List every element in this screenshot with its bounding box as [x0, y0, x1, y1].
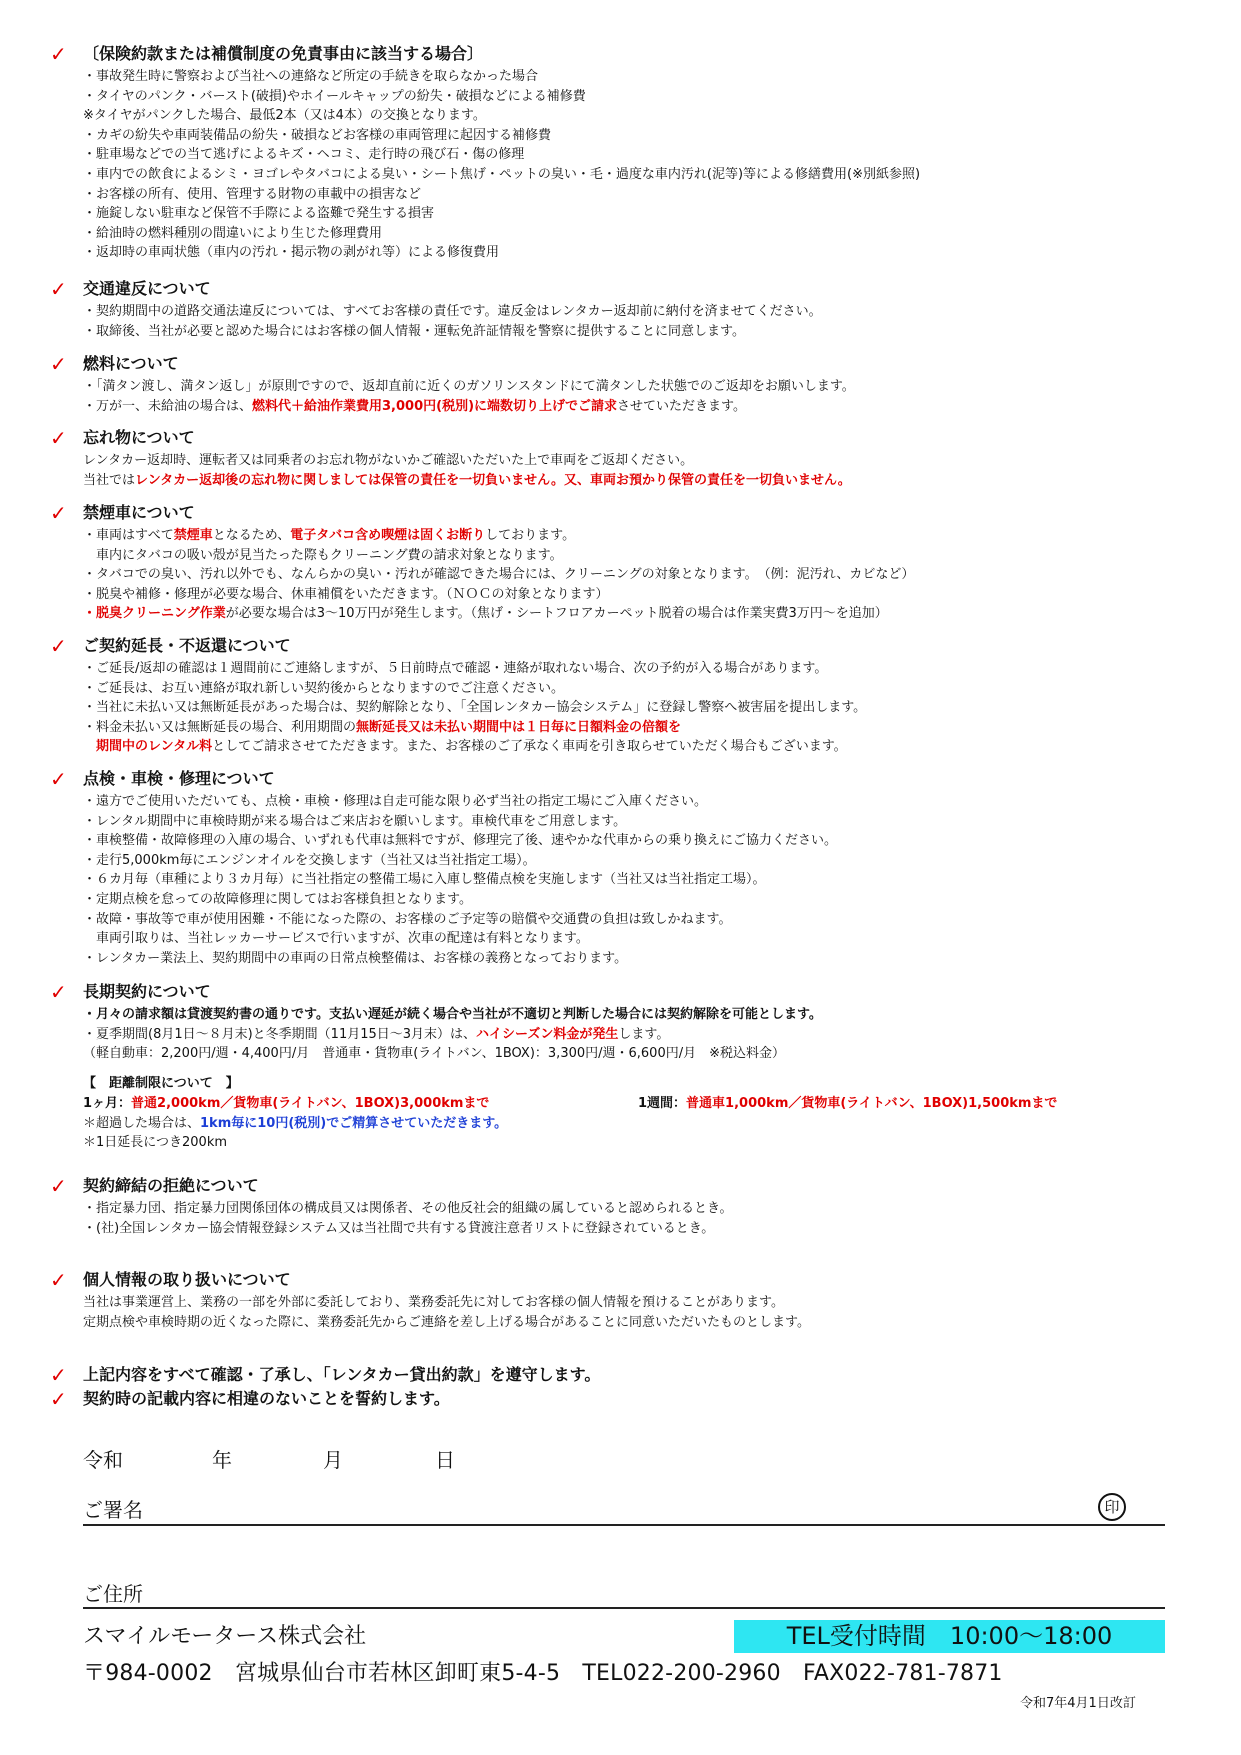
text-line: ・カギの紛失や車両装備品の紛失・破損などお客様の車両管理に起因する補修費 — [83, 127, 552, 143]
check-icon: ✓ — [50, 426, 67, 450]
text-line: ＊超過した場合は、1km毎に10円(税別)でご精算させていただきます。 — [83, 1115, 508, 1131]
confirmation — [50, 1364, 1180, 1412]
company-name: スマイルモータース株式会社 — [83, 1624, 367, 1649]
check-icon: ✓ — [50, 42, 67, 66]
confirm-line: 契約時の記載内容に相違のないことを誓約します。 — [83, 1389, 450, 1408]
text-line: ・夏季期間(8月1日～８月末)と冬季期間（11月15日～3月末）は、ハイシーズン料金が発生します。 — [83, 1026, 670, 1042]
text-line: 当社ではレンタカー返却後の忘れ物に関しましては保管の責任を一切負いません。又、車両お預かり保管の責任を一切負いません。 — [83, 472, 851, 488]
text-line: ・ご延長は、お互い連絡が取れ新しい契約後からとなりますのでご注意ください。 — [83, 680, 565, 696]
section-title: 燃料について — [83, 354, 179, 373]
text-line: 定期点検や車検時期の近くなった際に、業務委託先からご連絡を差し上げる場合があることに同意いただいたものとします。 — [83, 1314, 810, 1330]
text-line: ・車両はすべて禁煙車となるため、電子タバコ含め喫煙は固くお断りしております。 — [83, 528, 576, 543]
check-icon: ✓ — [50, 634, 67, 658]
text-line: ・定期点検を怠っての故障修理に関してはお客様負担となります。 — [83, 891, 472, 907]
text-line: ・給油時の燃料種別の間違いにより生じた修理費用 — [83, 225, 383, 241]
text-line: ※タイヤがパンクした場合、最低2本（又は4本）の交換となります。 — [83, 108, 486, 124]
section-extension — [50, 635, 1180, 757]
text-line: ・(社)全国レンタカー協会情報登録システム又は当社間で共有する貸渡注意者リストに登録されているとき。 — [83, 1220, 715, 1236]
text-line: 車両引取りは、当社レッカーサービスで行いますが、次車の配達は有料となります。 — [83, 931, 589, 947]
text-line: レンタカー返却時、運転者又は同乗者のお忘れ物がないかご確認いただいた上で車両をご返却ください。 — [83, 453, 694, 468]
check-icon: ✓ — [50, 501, 67, 525]
check-icon: ✓ — [50, 352, 67, 376]
text-line: ・万が一、未給油の場合は、燃料代＋給油作業費用3,000円(税別)に端数切り上げでご請求させていただきます。 — [83, 398, 746, 414]
text-line: 車内にタバコの吸い殻が見当たった際もクリーニング費の請求対象となります。 — [83, 547, 563, 563]
text-line: ・遠方でご使用いただいても、点検・車検・修理は自走可能な限り必ず当社の指定工場にご入庫ください。 — [83, 794, 708, 809]
check-icon: ✓ — [50, 1268, 67, 1292]
text-line: 当社は事業運営上、業務の一部を外部に委託しており、業務委託先に対してお客様の個人情報を預けることがあります。 — [83, 1295, 784, 1310]
text-line: ・車内での飲食によるシミ・ヨゴレやタバコによる臭い・シート焦げ・ペットの臭い・毛・過度な車内汚れ(泥等)等による修繕費用(※別紙参照) — [83, 166, 921, 182]
section-title: 〔保険約款または補償制度の免責事由に該当する場合〕 — [83, 44, 484, 63]
text-line: ・施錠しない駐車など保管不手際による盗難で発生する損害 — [83, 206, 435, 222]
check-icon: ✓ — [50, 277, 67, 301]
text-line: ・お客様の所有、使用、管理する財物の車載中の損害など — [83, 186, 422, 202]
text-line: ＊1日延長につき200km — [83, 1135, 228, 1151]
text-line: ・故障・事故等で車が使用困難・不能になった際の、お客様のご予定等の賠償や交通費の負担は致しかねます。 — [83, 911, 732, 927]
section-refusal — [50, 1175, 1180, 1238]
section-inspection — [50, 768, 1180, 968]
text-line: ・走行5,000km毎にエンジンオイルを交換します（当社又は当社指定工場）。 — [83, 852, 536, 868]
text-line: 期間中のレンタル料としてご請求させてただきます。また、お客様のご了承なく車両を引き取らせていただく場合もございます。 — [83, 739, 847, 755]
text-line: ・車検整備・故障修理の入庫の場合、いずれも代車は無料ですが、修理完了後、速やかな代車からの乗り換えにご協力ください。 — [83, 833, 838, 849]
address-line — [83, 1607, 1165, 1609]
text-line: ・レンタル期間中に車検時期が来る場合はご来店おを願いします。車検代車をご用意します。 — [83, 813, 627, 829]
text-line: ・タバコでの臭い、汚れ以外でも、なんらかの臭い・汚れが確認できた場合には、クリーニングの対象となります。 （例：泥汚れ、カビなど） — [83, 567, 915, 583]
text-line: ・指定暴力団、指定暴力団関係団体の構成員又は関係者、その他反社会的組織の属していると認められるとき。 — [83, 1201, 733, 1216]
section-title: 禁煙車について — [83, 503, 195, 522]
text-line: ・返却時の車両状態（車内の汚れ・掲示物の剥がれ等）による修復費用 — [83, 245, 500, 261]
text-line: ・取締後、当社が必要と認めた場合にはお客様の個人情報・運転免許証情報を警察に提供することに同意します。 — [83, 323, 745, 339]
text-line: ・レンタカー業法上、契約期間中の車両の日常点検整備は、お客様の義務となっております。 — [83, 950, 628, 966]
month-label: 月 — [323, 1448, 343, 1472]
section-fuel — [50, 353, 1180, 416]
address-label: ご住所 — [83, 1582, 143, 1606]
section-title: 契約締結の拒絶について — [83, 1176, 259, 1195]
text-line: （軽自動車：2,200円/週・4,400円/月 普通車・貨物車(ライトバン、1BOX)：3,300円/週・6,600円/月 ※税込料金） — [83, 1046, 785, 1062]
text-line: ・脱臭や補修・修理が必要な場合、休車補償をいただきます。（ＮＯＣの対象となります） — [83, 586, 609, 602]
section-title: 長期契約について — [83, 982, 211, 1001]
text-line: ・駐車場などでの当て逃げによるキズ・ヘコミ、走行時の飛び石・傷の修理 — [83, 147, 525, 163]
seal-icon: 印 — [1098, 1493, 1126, 1521]
section-title: 点検・車検・修理について — [83, 769, 275, 788]
distance-limit-label: 【 距離制限について 】 — [83, 1075, 239, 1091]
text-line: ・事故発生時に警察および当社への連絡など所定の手続きを取らなかった場合 — [83, 69, 539, 84]
section-long-term — [50, 981, 1180, 1153]
check-icon: ✓ — [50, 1363, 67, 1387]
signature-line — [83, 1524, 1165, 1526]
text-line: ・契約期間中の道路交通法違反については、すべてお客様の責任です。違反金はレンタカー返却前に納付を済ませてください。 — [83, 304, 822, 319]
check-icon: ✓ — [50, 1174, 67, 1198]
text-line: ・料金未払い又は無断延長の場合、利用期間の無断延長又は未払い期間中は１日毎に日額料金の倍額を — [83, 719, 682, 735]
section-title: 交通違反について — [83, 279, 211, 298]
section-privacy — [50, 1269, 1180, 1332]
distance-limits: 1ヶ月：普通2,000km／貨物車(ライトバン、1BOX)3,000kmまで 1週間：普通車1,000km／貨物車(ライトバン、1BOX)1,500kmまで — [83, 1095, 1058, 1111]
section-lost-items — [50, 427, 1180, 490]
era-label: 令和 — [83, 1448, 123, 1472]
section-title: ご契約延長・不返還について — [83, 636, 291, 655]
year-label: 年 — [212, 1448, 232, 1472]
day-label: 日 — [435, 1448, 455, 1472]
section-smoking — [50, 502, 1180, 624]
text-line: ・当社に未払い又は無断延長があった場合は、契約解除となり、「全国レンタカー協会システム」に登録し警察へ被害届を提出します。 — [83, 700, 867, 716]
revision-date: 令和7年4月1日改訂 — [1020, 1696, 1136, 1711]
text-line: ・タイヤのパンク・バースト(破損)やホイールキャップの紛失・破損などによる補修費 — [83, 88, 586, 104]
section-title: 忘れ物について — [83, 428, 195, 447]
section-title: 個人情報の取り扱いについて — [83, 1270, 291, 1289]
text-line: ・ご延長/返却の確認は１週間前にご連絡しますが、５日前時点で確認・連絡が取れない場合、次の予約が入る場合があります。 — [83, 661, 828, 676]
tel-hours-badge: TEL受付時間 10:00～18:00 — [734, 1620, 1165, 1653]
text-line: ・月々の請求額は貸渡契約書の通りです。支払い遅延が続く場合や当社が不適切と判断した場合には契約解除を可能とします。 — [83, 1007, 822, 1022]
text-line: ・脱臭クリーニング作業が必要な場合は3～10万円が発生します。（焦げ・シートフロアカーペット脱着の場合は作業実費3万円～を追加） — [83, 606, 888, 622]
check-icon: ✓ — [50, 1387, 67, 1411]
text-line: ・「満タン渡し、満タン返し」が原則ですので、返却直前に近くのガソリンスタンドにて満タンした状態でのご返却をお願いします。 — [83, 379, 855, 394]
signature-label: ご署名 — [83, 1498, 143, 1522]
text-line: ・６カ月毎（車種により３カ月毎）に当社指定の整備工場に入庫し整備点検を実施します（当社又は当社指定工場）。 — [83, 872, 766, 888]
company-address: 〒984-0002 宮城県仙台市若林区卸町東5-4-5 TEL022-200-2960 FAX022-781-7871 — [83, 1661, 1003, 1686]
confirm-line: 上記内容をすべて確認・了承し、「レンタカー貸出約款」を遵守します。 — [83, 1365, 601, 1384]
section-traffic — [50, 278, 1180, 341]
section-exemption — [50, 43, 1180, 263]
check-icon: ✓ — [50, 767, 67, 791]
check-icon: ✓ — [50, 980, 67, 1004]
